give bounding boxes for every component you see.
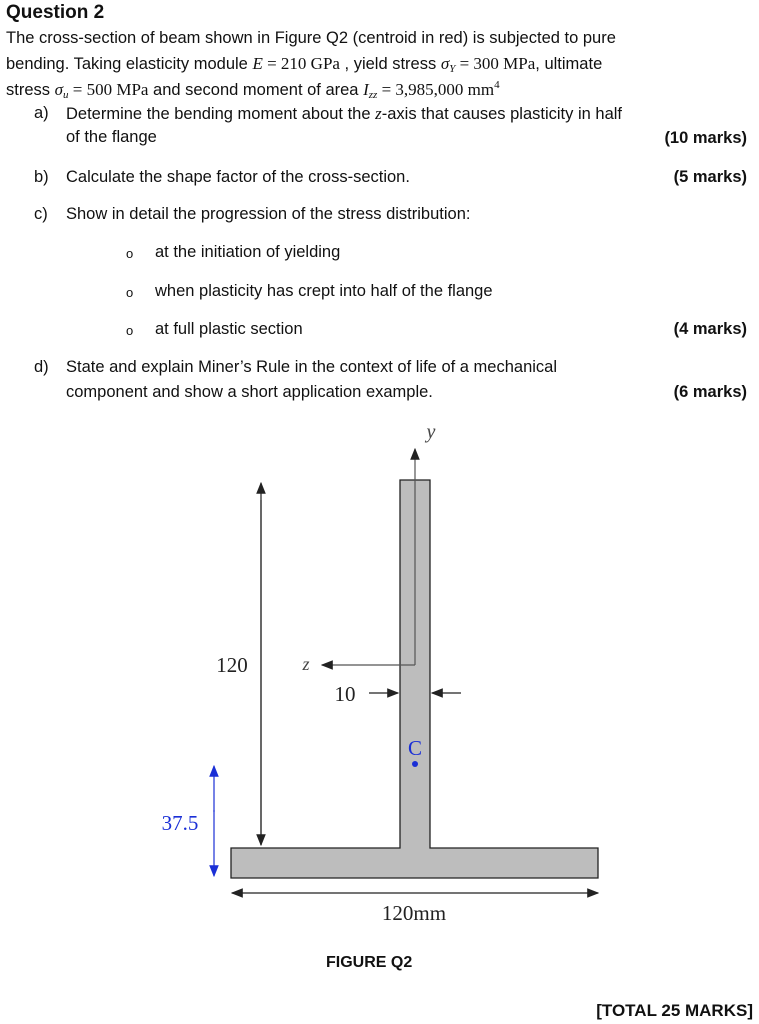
intro-text: and second moment of area (148, 81, 364, 99)
second-moment: $I_{zz} = 3,985,000$ $mm^4$ (363, 79, 500, 101)
part-b-label: b) (34, 168, 49, 186)
part-c-item-1: at the initiation of yielding (155, 243, 341, 261)
yield-stress: $\sigma_Y = 300$ MPa (440, 54, 536, 75)
z-axis-label: z (302, 654, 310, 674)
part-c-item-2: when plasticity has crept into half of the flange (155, 282, 493, 300)
part-b-marks: (5 marks) (673, 168, 747, 186)
bullet-icon: o (126, 285, 134, 300)
y-axis-label: y (426, 421, 436, 443)
ultimate-stress: $\sigma_u = 500$ MPa (54, 80, 149, 101)
part-a-label: a) (34, 104, 49, 122)
intro-text: , yield stress (339, 55, 441, 73)
part-a-line-2: of the flange (66, 128, 157, 146)
part-d-label: d) (34, 358, 49, 376)
e-symbol: E = 210 GPa (252, 54, 340, 73)
part-c-item-3: at full plastic section (155, 320, 303, 338)
width-dimension-label: 120mm (381, 901, 447, 925)
bullet-icon: o (126, 323, 134, 338)
height-dimension-label: 120 (216, 653, 248, 677)
centroid-dot (412, 761, 418, 767)
part-d-marks: (6 marks) (673, 383, 747, 401)
part-d-line-1: State and explain Miner’s Rule in the context of life of a mechanical (66, 358, 558, 376)
part-d-line-2: component and show a short application example. (66, 383, 433, 401)
part-b-text: Calculate the shape factor of the cross-section. (66, 168, 410, 186)
part-a-line-1: Determine the bending moment about the z-axis that causes plasticity in half (66, 104, 623, 123)
part-a-marks: (10 marks) (664, 129, 747, 147)
figure-caption: FIGURE Q2 (326, 954, 413, 971)
web-thickness-label: 10 (334, 682, 356, 706)
part-c-marks: (4 marks) (673, 320, 747, 338)
total-marks: [TOTAL 25 MARKS] (596, 1001, 753, 1020)
part-c-label: c) (34, 205, 48, 223)
intro-text: , ultimate (535, 55, 603, 73)
part-c-text: Show in detail the progression of the stress distribution: (66, 205, 471, 223)
bullet-icon: o (126, 246, 134, 261)
centroid-label: C (407, 736, 423, 760)
intro-text: bending. Taking elasticity module (6, 55, 253, 73)
intro-line-1: The cross-section of beam shown in Figure Q2 (centroid in red) is subjected to pure (6, 29, 616, 47)
question-title: Question 2 (6, 2, 105, 23)
intro-text: stress (6, 81, 55, 99)
centroid-dimension-label: 37.5 (161, 811, 199, 835)
